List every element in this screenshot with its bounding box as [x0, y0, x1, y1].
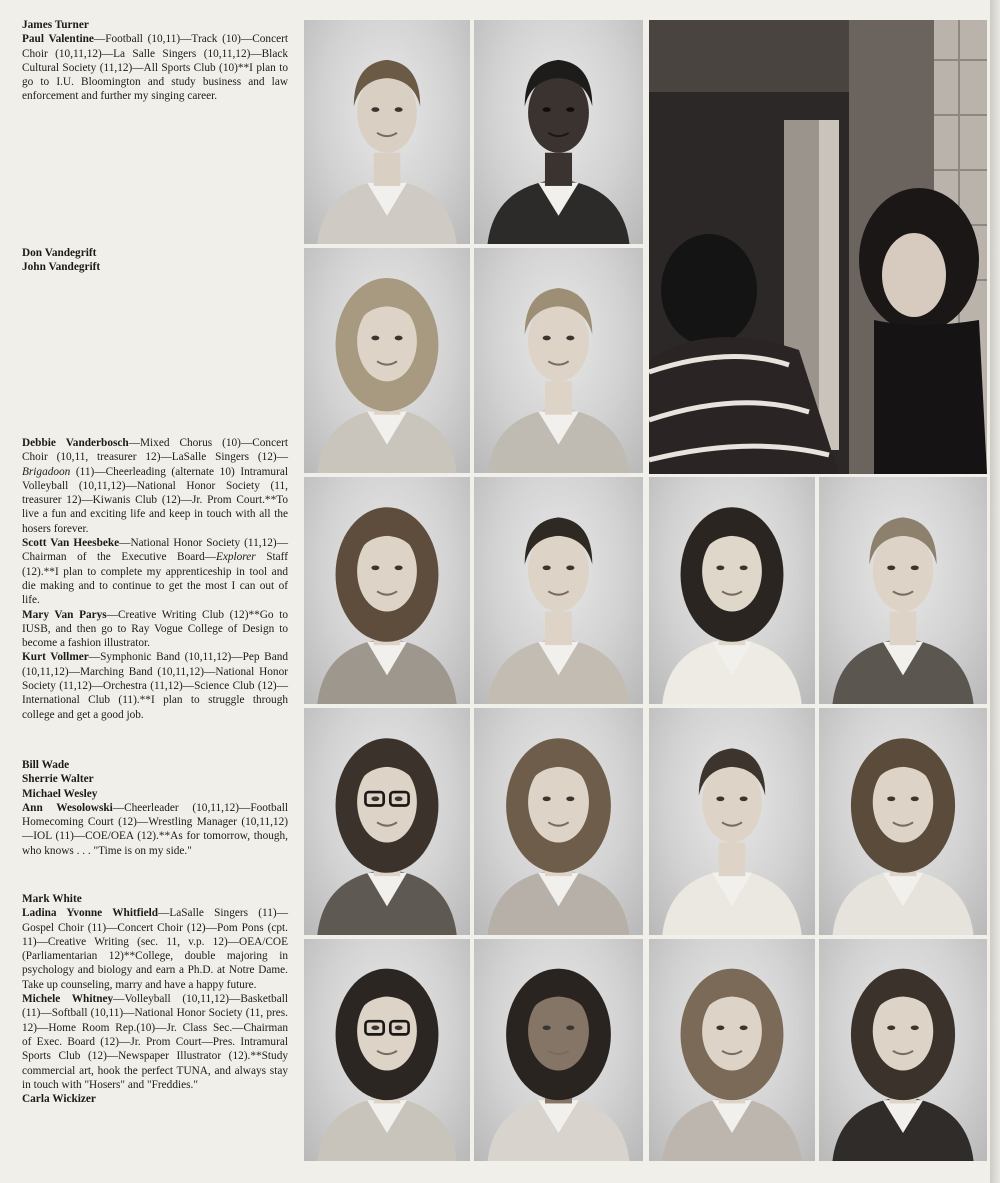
student-name: Mary Van Parys [22, 608, 107, 621]
portrait-silhouette [304, 20, 470, 244]
portrait-photo [474, 20, 643, 244]
portrait-photo [304, 20, 470, 244]
caption-entry [22, 436, 288, 536]
portrait-silhouette [649, 477, 815, 704]
student-name: Paul Valentine [22, 33, 94, 46]
caption-entry [22, 892, 288, 906]
student-activities: —Cheerleader (10,11,12)—Football Homecoming Court (12)—Wrestling Manager (10,11,12)—IOL (11)—COE/OEA (12).**As for tomorrow, though, who knows . . . "Time is on my side." [22, 801, 288, 857]
caption-entry [22, 1092, 288, 1106]
portrait-photo [304, 477, 470, 704]
student-name: Michael Wesley [22, 787, 98, 800]
activity-title: Brigadoon [22, 465, 71, 478]
caption-entry [22, 246, 288, 260]
portrait-photo [474, 477, 643, 704]
student-activities: —Volleyball (10,11,12)—Basketball (11)—Softball (10,11)—National Honor Society (11, pres. 12)—Home Room Rep.(10)—Jr. Class Sec.—Chairman of Exec. Board (12)—Jr. Prom Court—Pres. Intramural Sports Club (12)—Newspaper Illustrator (12).**Study commercial art, hook the perfect TUNA, and always stay in touch with "Hosers" and "Freddies." [22, 993, 289, 1091]
caption-block-5 [22, 892, 288, 1106]
activity-title: Explorer [215, 551, 256, 564]
portrait-silhouette [304, 939, 470, 1161]
student-activities: —LaSalle Singers (11)—Gospel Choir (11)—Concert Choir (12)—Pom Pons (cpt. 11)—Creative Writing (sec. 11, v.p. 12)—OEA/COE (Parliamentarian 12)**College, double majoring in psychology and biology and earn a Ph.D. at Notre Dame. Take up counseling, marry and have a happy future. [22, 907, 288, 991]
student-activities: —National Honor Society (11,12)—Chairman of the Executive Board— [22, 537, 288, 564]
portrait-photo [649, 477, 815, 704]
portrait-photo [474, 939, 643, 1161]
caption-entry [22, 260, 288, 274]
portrait-silhouette [474, 477, 643, 704]
caption-entry [22, 18, 288, 32]
portrait-photo [819, 477, 987, 704]
caption-entry [22, 787, 288, 801]
student-name: Ann Wesolowski [22, 801, 113, 814]
student-name: Carla Wickizer [22, 1093, 96, 1106]
caption-entry [22, 906, 288, 992]
student-name: Mark White [22, 893, 82, 905]
student-activities: Staff (12).**I plan to complete my apprenticeship in tool and die making and to continue to get the most I can out of life. [22, 551, 288, 607]
student-name: James Turner [22, 19, 89, 31]
caption-entry [22, 608, 288, 651]
student-name: Kurt Vollmer [22, 651, 89, 664]
student-name: Sherrie Walter [22, 773, 94, 786]
student-name: Don Vandegrift [22, 247, 97, 259]
student-name: Michele Whitney [22, 993, 114, 1006]
student-activities: —Football (10,11)—Track (10)—Concert Choir (10,11,12)—La Salle Singers (10,11,12)—Black Cultural Society (11,12)—All Sports Club (10)**I plan to go to I.U. Bloomington and study business and law enforcement and further my singing career. [22, 33, 288, 103]
page-gutter-shadow [990, 0, 1000, 1183]
portrait-photo [649, 708, 815, 935]
caption-block-3 [22, 436, 288, 722]
portrait-silhouette [819, 708, 987, 935]
student-name: Scott Van Heesbeke [22, 537, 120, 550]
portrait-photo [819, 939, 987, 1161]
student-activities: —Creative Writing Club (12)**Go to IUSB, and then go to Ray Vogue College of Design to become a fashion illustrator. [22, 608, 289, 650]
student-name: Ladina Yvonne Whitfield [22, 907, 159, 920]
portrait-silhouette [649, 939, 815, 1161]
portrait-silhouette [304, 708, 470, 935]
caption-entry [22, 758, 288, 772]
caption-entry [22, 801, 288, 858]
portrait-photo [304, 939, 470, 1161]
caption-block-2 [22, 246, 288, 275]
caption-entry [22, 536, 288, 607]
portrait-silhouette [304, 477, 470, 704]
portrait-silhouette [474, 939, 643, 1161]
portrait-silhouette [474, 20, 643, 244]
portrait-photo [819, 708, 987, 935]
portrait-silhouette [819, 477, 987, 704]
portrait-silhouette [474, 708, 643, 935]
portrait-silhouette [304, 248, 470, 473]
portrait-silhouette [474, 248, 643, 473]
caption-block-4 [22, 758, 288, 858]
student-name: Debbie Vanderbosch [22, 437, 129, 449]
portrait-silhouette [649, 708, 815, 935]
portrait-photo [474, 708, 643, 935]
portrait-silhouette [819, 939, 987, 1161]
student-activities: (11)—Cheerleading (alternate 10) Intramural Volleyball (10,11,12)—National Honor Society (11, treasurer 12)—Kiwanis Club (12)—Jr. Prom Court.**To live a fun and exciting life and keep in touch with all the hosers forever. [22, 465, 288, 535]
caption-entry [22, 32, 288, 103]
student-name: John Vandegrift [22, 261, 101, 274]
caption-entry [22, 992, 288, 1092]
portrait-photo [649, 939, 815, 1161]
student-name: Bill Wade [22, 759, 70, 771]
caption-entry [22, 772, 288, 786]
student-activities: —Mixed Chorus (10)—Concert Choir (10,11, treasurer 12)—LaSalle Singers (12)— [22, 437, 288, 464]
caption-block-1 [22, 18, 288, 104]
candid-hallway-photo [649, 20, 987, 474]
caption-entry [22, 650, 288, 721]
portrait-photo [474, 248, 643, 473]
portrait-photo [304, 708, 470, 935]
student-activities: —Symphonic Band (10,11,12)—Pep Band (10,11,12)—Marching Band (10,11,12)—National Honor Society (11,12)—Orchestra (11,12)—Science Club (12)—International Club (11).**I plan to struggle through college and get a good job. [22, 651, 289, 721]
portrait-photo [304, 248, 470, 473]
